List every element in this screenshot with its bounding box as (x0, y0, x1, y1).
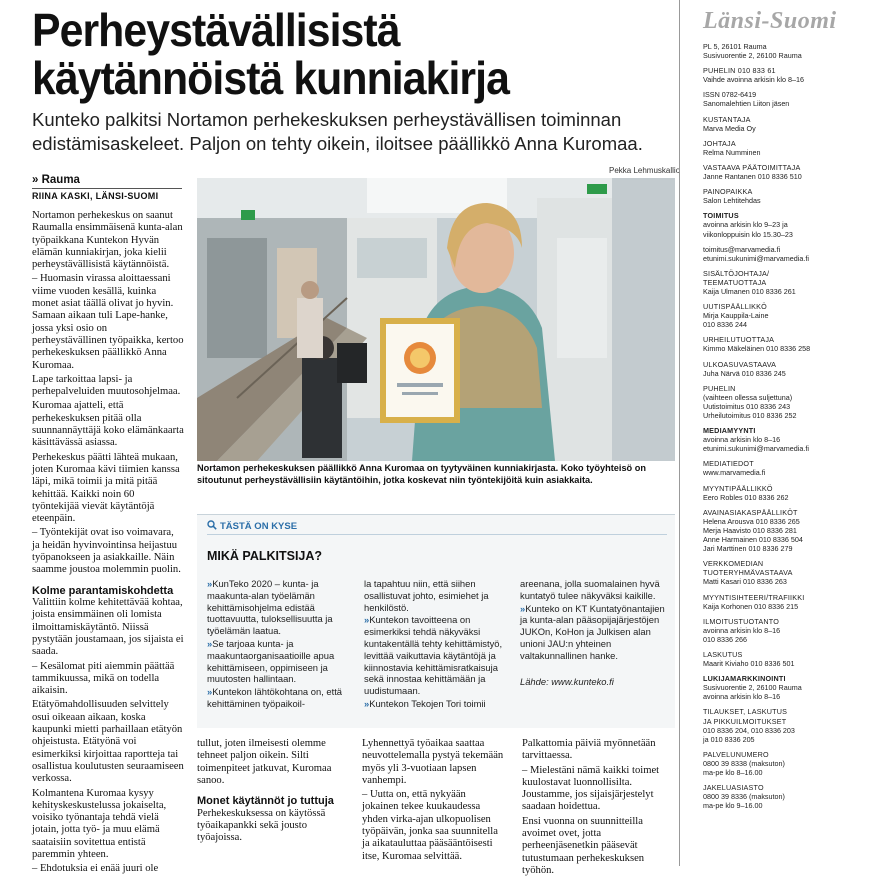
fact-box-divider (207, 534, 667, 535)
photo-illustration (197, 178, 675, 461)
fact-item (364, 578, 509, 613)
masthead-value: Susivuorentie 2, 26100 Rauma (703, 51, 802, 61)
masthead-value: Kaija Korhonen 010 8336 215 (703, 601, 799, 611)
masthead-value: 010 8336 204, 010 8336 203 (703, 725, 795, 735)
fact-box-column-1 (207, 578, 352, 711)
masthead-block (703, 42, 873, 60)
masthead-block (703, 335, 873, 353)
paragraph: Perhekeskuksessa on käytössä työaikapankki sekä jousto työajoissa. (197, 807, 326, 844)
masthead-value: Maarit Kiviaho 010 8336 501 (703, 659, 795, 669)
fact-box-title: MIKÄ PALKITSIJA? (207, 549, 323, 563)
masthead-value: 0800 39 8338 (maksuton) (703, 758, 785, 768)
masthead-value: www.marvamedia.fi (703, 468, 766, 478)
masthead-label: MYYNTIPÄÄLLIKKÖ (703, 483, 773, 493)
paragraph: – Huomasin virassa aloittaessani viime vuoden kesällä, kuinka monet asiat täällä olivat jo hyvin. Samaan aikaan tuli Lape-hanke, jossa yksi osio on perheystävällinen työpaikka, kertoo perhekeskuksen päällikkö Anna Kuromaa. (32, 273, 184, 371)
masthead-label: MEDIATIEDOT (703, 459, 754, 469)
fact-item-text: Kuntekon Tekojen Tori toimii (369, 697, 486, 709)
paragraph: Lape tarkoittaa lapsi- ja perhepalveluiden muutosohjelmaa. (32, 373, 181, 398)
byline: RIINA KASKI, LÄNSI-SUOMI (32, 188, 182, 201)
masthead-value: Helena Arousva 010 8336 265 (703, 516, 800, 526)
masthead-label: ILMOITUSTUOTANTO (703, 616, 780, 626)
masthead-block (703, 783, 873, 810)
arrow-bullet-icon: » (364, 697, 370, 709)
masthead-value: Anne Harmainen 010 8336 504 (703, 535, 803, 545)
photo-credit: Pekka Lehmuskallio (609, 166, 681, 175)
masthead-block (703, 650, 873, 668)
masthead-value: Janne Rantanen 010 8336 510 (703, 172, 802, 182)
paragraph: – Uutta on, että nykyään jokainen tekee kuukaudessa yhden virka-ajan ulkopuolisen työpäivän, jonka saa suunnitella ja aikatauluttaa pääsääntöisesti itse, Kuromaa selvittää. (362, 789, 498, 862)
masthead-block (703, 617, 873, 644)
subheading: Monet käytännöt jo tuttuja (197, 795, 334, 808)
subheading: Kolme parantamiskohdetta (32, 584, 174, 597)
masthead-label: JAKELUASIASTO (703, 783, 764, 793)
fact-item (207, 578, 352, 637)
masthead-block (703, 750, 873, 777)
masthead-value: toimitus@marvamedia.fi (703, 244, 781, 254)
masthead-value: ISSN 0782-6419 (703, 90, 757, 100)
masthead-block (703, 484, 873, 502)
masthead-value: Matti Kasari 010 8336 263 (703, 577, 787, 587)
fact-box-column-2 (364, 578, 509, 711)
search-icon (207, 520, 217, 530)
section-kicker: » Rauma (32, 174, 80, 186)
masthead-label: VERKKOMEDIAN (703, 559, 764, 569)
masthead-value: Urheilutoimitus 010 8336 252 (703, 411, 797, 420)
paragraph: – Kesälomat piti aiemmin päättää tammikuussa, mikä on todella aikaisin. (32, 660, 175, 697)
paragraph: Lyhennettyä työaikaa saattaa neuvottelemalla pystyä tekemään myös yli 3-vuotiaan lapsen vanhempi. (362, 738, 504, 786)
masthead-block (703, 211, 873, 238)
paragraph: Nortamon perhekeskus on saanut Raumalla ensimmäisenä kunta-alan työpaikkana Kuntekon Hyvän elämän kunniakirjan, joka kielii perheystävällisistä käytännöistä. (32, 210, 183, 271)
fact-item-text: Se tarjoaa kunta- ja maakuntaorganisaatioille apua kehittämiseen, oppimiseen ja muutosten hallintaan. (207, 637, 335, 685)
masthead-value: 010 8336 266 (703, 634, 747, 644)
masthead-value: Salon Lehtitehdas (703, 196, 761, 206)
fact-item (520, 603, 670, 662)
masthead-value: Vaihde avoinna arkisin klo 8–16 (703, 75, 804, 85)
masthead-block (703, 302, 873, 329)
headline (32, 6, 627, 102)
article-column-1 (32, 210, 184, 878)
masthead-label: TUOTERYHMÄVASTAAVA (703, 568, 793, 578)
masthead-value: Jari Marttinen 010 8336 279 (703, 544, 793, 554)
masthead-block (703, 163, 873, 181)
fact-source: Lähde: www.kunteko.fi (520, 675, 614, 687)
masthead-value: avoinna arkisin klo 8–16 (703, 625, 781, 635)
masthead-label: LUKIJAMARKKINOINTI (703, 674, 786, 684)
paragraph: tullut, joten ilmeisesti olemme tehneet paljon oikein. Silti toimenpiteet jatkuvat, Kuromaa sanoo. (197, 738, 332, 786)
masthead-value: Mirja Kauppila-Laine (703, 311, 769, 321)
masthead-value: Juha Närvä 010 8336 245 (703, 368, 786, 378)
fact-box-column-3 (520, 578, 670, 688)
masthead-label: KUSTANTAJA (703, 114, 751, 124)
masthead-label: ULKOASUVASTAAVA (703, 359, 777, 369)
masthead-label: PUHELIN 010 833 61 (703, 66, 776, 76)
masthead-value: 010 8336 244 (703, 320, 747, 330)
fact-item-text: areenana, jolla suomalainen hyvä kuntatyö tulee näkyväksi kaikille. (520, 578, 660, 601)
masthead-block (703, 707, 873, 743)
masthead-block (703, 66, 873, 84)
masthead-label: URHEILUTUOTTAJA (703, 335, 775, 345)
masthead-label: TEEMATUOTTAJA (703, 277, 767, 287)
masthead-value: Marva Media Oy (703, 123, 756, 133)
fact-item-text: Kuntekon lähtökohtana on, että kehittäminen työpaikoil- (207, 686, 343, 709)
masthead-label: MYYNTISIHTEERI/TRAFIIKKI (703, 592, 805, 602)
masthead-value: Susivuorentie 2, 26100 Rauma (703, 683, 802, 693)
masthead-value: (vaihteen ollessa suljettuna) (703, 392, 793, 402)
masthead-block (703, 593, 873, 611)
masthead-value: avoinna arkisin klo 8–16 (703, 435, 781, 445)
masthead-value: Kimmo Mäkeläinen 010 8336 258 (703, 344, 811, 354)
masthead-label: VASTAAVA PÄÄTOIMITTAJA (703, 162, 801, 172)
fact-box-tag-text: TÄSTÄ ON KYSE (220, 521, 298, 532)
paragraph: Kuromaa ajatteli, että perhekeskuksen pitää olla suunnannäyttäjä koko elämänkaarta käsittävässä asiassa. (32, 400, 184, 449)
masthead-value: Sanomalehtien Liiton jäsen (703, 99, 790, 109)
paragraph: Perhekeskus päätti lähteä mukaan, joten Kuromaa kävi tiimien kanssa läpi, mikä toimii ja mitä pitää kehittää. Kaikki noin 60 työntekijää vievät käytäntöjä eteenpäin. (32, 451, 180, 525)
fact-item (207, 638, 352, 685)
paragraph: Ensi vuonna on suunnitteilla avoimet ovet, jotta perheenjäsenetkin pääsevät tutustumaan perhekeskuksen työhön. (522, 815, 645, 876)
fact-item (207, 686, 352, 710)
masthead-block (703, 269, 873, 296)
fact-item-text: Kunteko on KT Kuntatyönantajien ja kunta-alan pääsopijajärjestöjen JUKOn, KoHon ja Julkisen alan unioni JAU:n yhteinen valtakunnallinen hanke. (520, 602, 665, 661)
masthead-block (703, 360, 873, 378)
masthead-block (703, 426, 873, 453)
masthead-label: MEDIAMYYNTI (703, 426, 756, 436)
paragraph: Valittiin kolme kehitettävää kohtaa, joista ensimmäinen oli lomista ilmoittamiskäytäntö. Niissä pystytään joustamaan, jos sijaista ei saada. (32, 597, 184, 658)
arrow-bullet-icon: » (207, 637, 213, 649)
newspaper-logo: Länsi-Suomi (703, 8, 837, 34)
masthead-label: PAINOPAIKKA (703, 187, 753, 197)
masthead-block (703, 674, 873, 701)
article-column-4 (522, 738, 664, 879)
photo-caption: Nortamon perhekeskuksen päällikkö Anna Kuromaa on tyytyväinen kunniakirjasta. Koko työyhteisö on sitoutunut perheystävällisiin käytäntöihin, jotka koskevat niin työntekijöitä kuin asiakkaita. (197, 463, 646, 485)
masthead-label: TOIMITUS (703, 211, 739, 221)
arrow-bullet-icon: » (207, 578, 213, 589)
masthead-label: SISÄLTÖJOHTAJA/ (703, 268, 770, 278)
masthead-value: avoinna arkisin klo 9–23 ja (703, 220, 788, 230)
article-photo (197, 178, 675, 461)
headline-line: käytännöistä kunniakirja (32, 52, 509, 104)
masthead-label: JA PIKKUILMOITUKSET (703, 716, 787, 726)
masthead-value: ma-pe klo 9–16.00 (703, 801, 763, 811)
masthead-value: avoinna arkisin klo 8–16 (703, 692, 781, 702)
masthead-value: ma-pe klo 8–16.00 (703, 768, 763, 777)
masthead-info (703, 42, 873, 816)
article-column-2 (197, 738, 339, 847)
masthead-block (703, 245, 873, 263)
article-column-3 (362, 738, 504, 865)
masthead-block (703, 459, 873, 477)
masthead-value: Merja Haavisto 010 8336 281 (703, 525, 797, 535)
masthead-label: PUHELIN (703, 383, 736, 393)
arrow-bullet-icon: » (520, 602, 526, 614)
paragraph: Kolmantena Kuromaa kysyy kehityskeskustelussa jokaiselta, voisiko työnantaja tehdä vielä jotain, jotta työ- ja muu elämä saataisiin sovitettua entistä paremmin yhteen. (32, 787, 167, 861)
masthead-label: TILAUKSET, LASKUTUS (703, 707, 788, 717)
paragraph: – Ehdotuksia ei enää juuri ole (32, 863, 159, 875)
masthead-label: JOHTAJA (703, 138, 736, 148)
fact-item (364, 614, 509, 697)
masthead-block (703, 508, 873, 553)
lead-paragraph: Kunteko palkitsi Nortamon perhekeskuksen perheystävällisen toiminnan edistämisaskeleet. Paljon on tehty oikein, iloitsee päällikkö Anna Kuromaa. (32, 109, 643, 154)
masthead-label: UUTISPÄÄLLIKKÖ (703, 302, 767, 312)
masthead-label: AVAINASIAKASPÄÄLLIKÖT (703, 507, 798, 517)
masthead-value: Uutistoimitus 010 8336 243 (703, 401, 791, 411)
masthead-block (703, 384, 873, 420)
masthead-value: 0800 39 8336 (maksuton) (703, 792, 785, 802)
paragraph: Palkattomia päiviä myönnetään tarvittaessa. (522, 738, 656, 762)
masthead-value: etunimi.sukunimi@marvamedia.fi (703, 253, 809, 263)
fact-item-text: KunTeko 2020 – kunta- ja maakunta-alan työelämän kehittämisohjelma edistää tuottavuutta, tuloksellisuutta ja työelämän laatua. (207, 578, 333, 637)
arrow-bullet-icon: » (207, 686, 213, 698)
fact-item-text: Kuntekon tavoitteena on esimerkiksi tehdä näkyväksi kuntakentällä tehty kehittämistyö, levittää vaikuttavia käytäntöjä ja kiinnostavia kehittämisratkaisuja sekä innostaa kehittämään ja uudistumaan. (364, 614, 503, 697)
paragraph: – Mielestäni nämä kaikki toimet kuulostavat luonnollisilta. Joustamme, jos sijaisjärjestelyt saadaan hoidettua. (522, 764, 660, 813)
fact-item (520, 578, 670, 602)
headline-line: Perheystävällisistä (32, 4, 400, 56)
masthead-label: PALVELUNUMERO (703, 749, 769, 759)
masthead-value: Eero Robles 010 8336 262 (703, 492, 789, 502)
masthead-block (703, 187, 873, 205)
masthead-value: viikonloppuisin klo 15.30–23 (703, 229, 793, 239)
fact-item-text: la tapahtuu niin, että siihen osallistuvat johto, esimiehet ja henkilöstö. (364, 578, 489, 613)
masthead-value: Kaija Ulmanen 010 8336 261 (703, 286, 796, 296)
masthead-block (703, 90, 873, 108)
arrow-bullet-icon: » (364, 614, 370, 626)
masthead-value: ja 010 8336 205 (703, 734, 755, 744)
paragraph: Etätyömahdollisuuden selvittely osui oikeaan aikaan, koska kaupunki mietti parhaillaan etätyön ohjeistusta. Etätyönä voi esimerkiksi kirjoittaa raportteja tai osallistua koulutusten seuraamiseen verkossa. (32, 699, 184, 785)
paragraph: – Työntekijät ovat iso voimavara, ja heidän hyvinvointinsa heijastuu työpanokseen ja asiakkaille. Näin saamme joustoa molemmin puolin. (32, 527, 181, 576)
masthead-value: Relma Numminen (703, 147, 761, 157)
masthead-label: LASKUTUS (703, 649, 743, 659)
masthead-block (703, 115, 873, 133)
masthead-block (703, 559, 873, 586)
masthead-value: etunimi.sukunimi@marvamedia.fi (703, 444, 809, 454)
masthead-block (703, 139, 873, 157)
fact-item (364, 698, 509, 710)
fact-box-tag (207, 520, 297, 532)
masthead-value: PL 5, 26101 Rauma (703, 42, 767, 51)
